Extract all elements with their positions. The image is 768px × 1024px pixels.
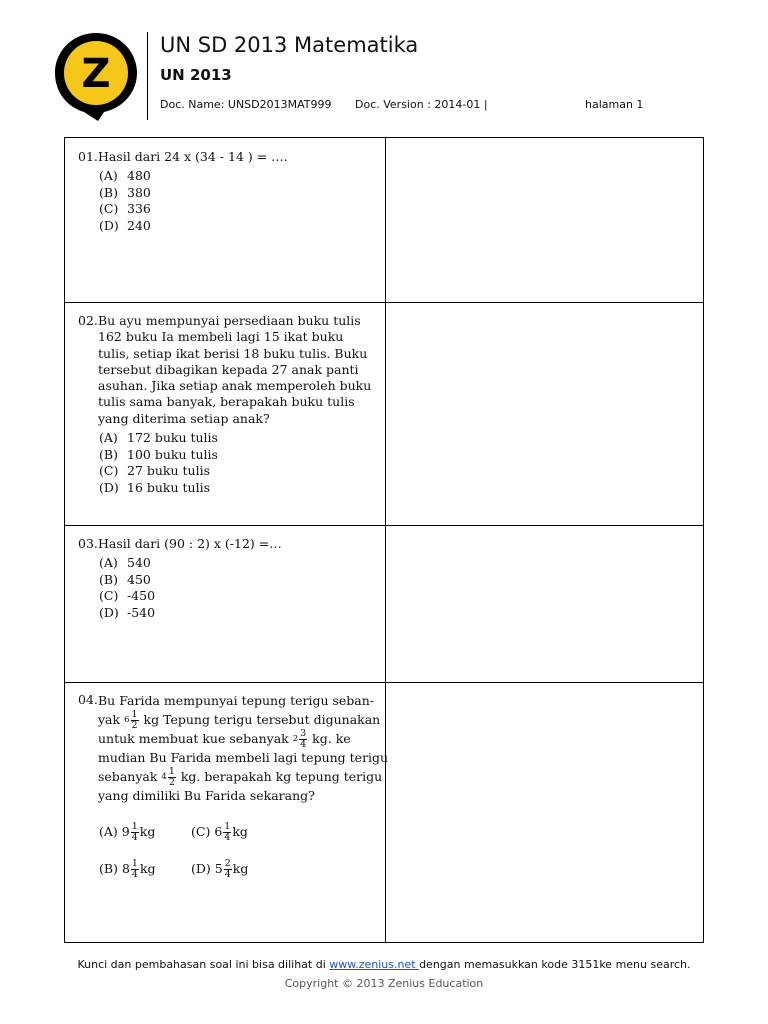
options-list (99, 430, 378, 496)
question-number: 01. (78, 149, 98, 164)
question-number: 02. (78, 313, 98, 328)
row-divider (64, 525, 704, 526)
doc-name: Doc. Name: UNSD2013MAT999 (160, 98, 332, 111)
option-d: (D) 16 buku tulis (99, 479, 211, 495)
copyright: Copyright © 2013 Zenius Education (284, 977, 484, 990)
option-c: (C) -450 (99, 588, 156, 604)
option-b: (B) 380 (99, 184, 151, 200)
question-2 (78, 313, 378, 496)
question-stem: Hasil dari (90 : 2) x (-12) =… (98, 536, 282, 551)
option-a: (A) 540 (99, 555, 151, 571)
question-3 (78, 536, 378, 621)
question-number: 04. (78, 692, 98, 707)
header-divider (147, 32, 148, 120)
question-1 (78, 149, 378, 234)
options-list (99, 555, 378, 621)
page-title: UN SD 2013 Matematika (160, 33, 419, 57)
row-divider (64, 682, 704, 683)
option-d: (D) -540 (99, 604, 156, 620)
footer-note: Kunci dan pembahasan soal ini bisa dilihat di www.zenius.net dengan memasukkan kode 3151ke menu search. (77, 958, 691, 971)
option-b: (B) 100 buku tulis (99, 446, 218, 462)
fraction: $\frac{3}{4}$ (300, 728, 307, 750)
question-stem: Hasil dari 24 x (34 - 14 ) = …. (98, 149, 288, 164)
option-d: (D) 5 $\frac{2}{4}$ kg (191, 857, 249, 880)
option-b: (B) 450 (99, 571, 151, 587)
options-list (99, 168, 378, 234)
fraction: $\frac{1}{2}$ (131, 709, 138, 731)
option-a: (A) 480 (99, 168, 151, 184)
logo-letter: Z (81, 51, 111, 97)
options-list (78, 818, 378, 883)
option-a: (A) 172 buku tulis (99, 430, 218, 446)
question-4 (78, 692, 389, 883)
option-a: (A) 9 $\frac{1}{4}$ kg (99, 820, 156, 843)
zenius-logo (52, 30, 140, 122)
doc-version: Doc. Version : 2014-01 | (355, 98, 488, 111)
option-c: (C) 27 buku tulis (99, 463, 211, 479)
question-stem: 04. Bu Farida mempunyai tepung terigu seban- yak 6 $\frac{1}{2}$ kg Tepung terigu tersebut digunakan untuk membuat kue sebanyak 2 $\frac{3}{4}$ kg. ke mudian Bu Farida membeli lagi tepung terigu sebanyak 4 $\frac{1}{2}$ kg. berapakah kg tepung terigu yang dimiliki Bu Farida sekarang? (78, 692, 389, 804)
option-c: (C) 6 $\frac{1}{4}$ kg (191, 820, 248, 843)
page-subtitle: UN 2013 (160, 66, 232, 84)
option-b: (B) 8 $\frac{1}{4}$ kg (99, 857, 156, 880)
zenius-link[interactable]: www.zenius.net (329, 958, 420, 971)
row-divider (64, 302, 704, 303)
question-stem: Bu ayu mempunyai persediaan buku tulis 162 buku Ia membeli lagi 15 ikat buku tulis, setiap ikat berisi 18 buku tulis. Buku tersebut dibagikan kepada 27 anak panti asuhan. Jika setiap anak memperoleh buku tulis sama banyak, berapakah buku tulis yang diterima setiap anak? (98, 313, 372, 426)
option-c: (C) 336 (99, 201, 151, 217)
page-number: halaman 1 (585, 98, 644, 111)
question-number: 03. (78, 536, 98, 551)
option-d: (D) 240 (99, 217, 151, 233)
column-divider (385, 137, 386, 943)
fraction: $\frac{1}{2}$ (168, 766, 175, 788)
